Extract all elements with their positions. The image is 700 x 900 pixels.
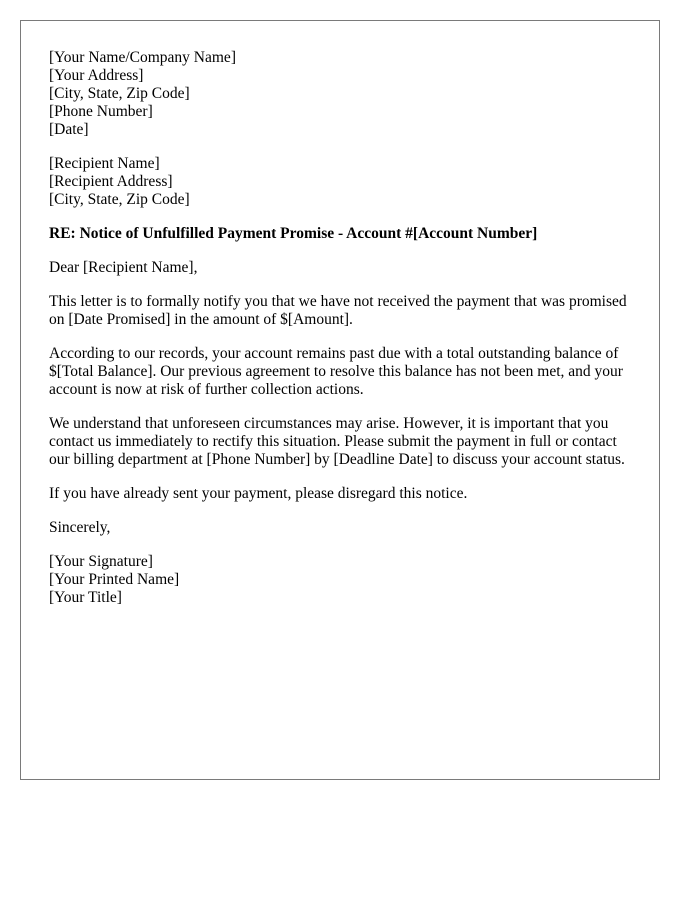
recipient-block [49, 155, 633, 209]
letter-page [20, 20, 660, 780]
salutation: Dear [Recipient Name], [49, 259, 198, 276]
body-paragraph-1: This letter is to formally notify you that we have not received the payment that was promised on [Date Promised] in the amount of $[Amount]. [49, 293, 627, 328]
body-paragraph-3: We understand that unforeseen circumstances may arise. However, it is important that you contact us immediately to rectify this situation. Please submit the payment in full or contact our billing department at [Phone Number] by [Deadline Date] to discuss your account status. [49, 415, 625, 468]
closing: Sincerely, [49, 519, 111, 536]
sender-block [49, 49, 633, 139]
sender-city-state-zip: [City, State, Zip Code] [49, 85, 190, 102]
body-paragraph-2: According to our records, your account remains past due with a total outstanding balance of $[Total Balance]. Our previous agreement to resolve this balance has not been met, and your account is now at risk of further collection actions. [49, 345, 623, 398]
recipient-address: [Recipient Address] [49, 173, 173, 190]
signer-title: [Your Title] [49, 589, 122, 606]
sender-address: [Your Address] [49, 67, 144, 84]
sender-name: [Your Name/Company Name] [49, 49, 236, 66]
subject-line: RE: Notice of Unfulfilled Payment Promise - Account #[Account Number] [49, 225, 538, 242]
letter-content [49, 49, 633, 623]
sender-phone: [Phone Number] [49, 103, 153, 120]
recipient-name: [Recipient Name] [49, 155, 160, 172]
letter-date: [Date] [49, 121, 89, 138]
recipient-city-state-zip: [City, State, Zip Code] [49, 191, 190, 208]
signature-block [49, 553, 633, 607]
printed-name: [Your Printed Name] [49, 571, 180, 588]
signature-placeholder: [Your Signature] [49, 553, 153, 570]
body-paragraph-4: If you have already sent your payment, please disregard this notice. [49, 485, 468, 502]
